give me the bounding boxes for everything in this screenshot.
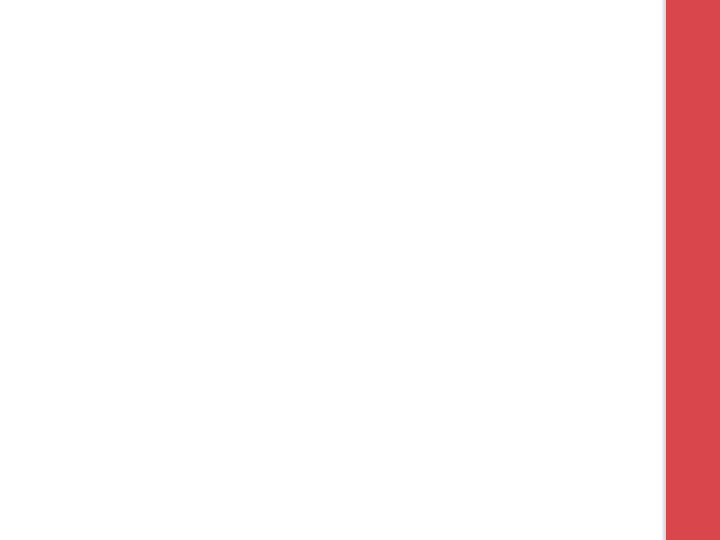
sheet-title-bar <box>52 8 620 20</box>
sidebar-banner <box>666 0 720 540</box>
ranking-sheet <box>52 8 620 504</box>
